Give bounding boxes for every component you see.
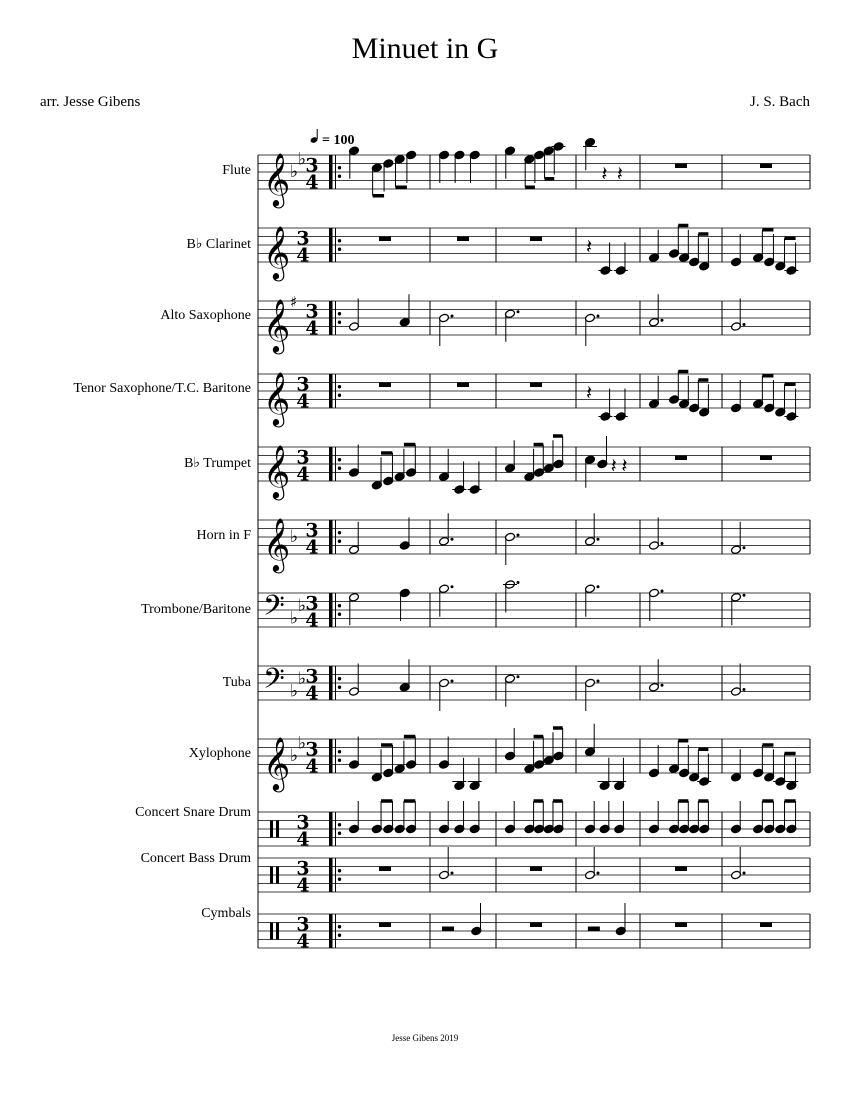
staff-7 (258, 663, 810, 705)
percussion-clef-icon (270, 821, 273, 838)
dot (451, 315, 454, 318)
flat-icon: ♭ (290, 162, 299, 182)
quarter-rest-icon: 𝄽 (610, 453, 617, 478)
quarter-rest-icon: 𝄽 (586, 380, 593, 405)
time-sig-denominator: 4 (296, 244, 310, 267)
repeat-thick-bar (329, 666, 333, 700)
repeat-thick-bar (329, 739, 333, 773)
time-sig-denominator: 4 (305, 536, 319, 559)
repeat-dot (338, 613, 341, 616)
repeat-dot (338, 604, 341, 607)
time-sig-numerator: 3 (296, 446, 310, 469)
instrument-label-clarinet: B♭ Clarinet (186, 237, 251, 252)
instrument-label-snare: Concert Snare Drum (135, 805, 251, 820)
whole-rest-icon (760, 164, 772, 169)
staff-10 (258, 858, 810, 897)
instrument-label-trombone: Trombone/Baritone (141, 602, 251, 617)
footer-copyright: Jesse Gibens 2019 (391, 1033, 459, 1043)
bass-clef-icon: 𝄢 (263, 662, 285, 703)
treble-clef-icon: 𝄞 (263, 225, 291, 279)
dot (597, 585, 600, 588)
time-sig-denominator: 4 (305, 609, 319, 632)
dot (451, 585, 454, 588)
quarter-rest-icon: 𝄽 (621, 453, 628, 478)
treble-clef-icon: 𝄞 (263, 444, 291, 498)
dot (743, 546, 746, 549)
repeat-dot (338, 878, 341, 881)
dot (743, 323, 746, 326)
half-rest-icon (588, 927, 600, 932)
time-sig-numerator: 3 (305, 738, 319, 761)
dot (517, 310, 520, 313)
whole-rest-icon (675, 867, 687, 872)
flat-icon: ♭ (298, 149, 307, 170)
whole-rest-icon (675, 456, 687, 461)
dot (661, 319, 664, 322)
sharp-icon: ♯ (290, 293, 298, 311)
repeat-dot (338, 823, 341, 826)
flat-icon: ♭ (290, 746, 299, 766)
repeat-thick-bar (329, 447, 333, 481)
repeat-thick-bar (329, 520, 333, 554)
staff-2 (258, 293, 810, 354)
flat-icon: ♭ (290, 681, 299, 702)
flat-icon: ♭ (290, 608, 299, 629)
whole-rest-icon (379, 923, 391, 928)
arranger-credit: arr. Jesse Gibens (40, 94, 141, 110)
dot (661, 542, 664, 545)
flat-icon: ♭ (290, 527, 299, 547)
repeat-thick-bar (329, 593, 333, 627)
instrument-label-xylophone: Xylophone (188, 746, 251, 761)
instrument-label-flute: Flute (222, 163, 251, 178)
bass-clef-icon: 𝄢 (263, 589, 285, 630)
dot (517, 581, 520, 584)
repeat-dot (338, 239, 341, 242)
staff-1 (258, 225, 810, 281)
whole-rest-icon (530, 867, 542, 872)
repeat-dot (338, 750, 341, 753)
dot (597, 680, 600, 683)
repeat-thick-bar (329, 914, 333, 948)
quarter-rest-icon: 𝄽 (616, 161, 623, 186)
repeat-dot (338, 175, 341, 178)
time-sig-numerator: 3 (296, 913, 310, 936)
treble-clef-icon: 𝄞 (263, 736, 291, 790)
repeat-thick-bar (329, 155, 333, 189)
whole-rest-icon (379, 237, 391, 242)
repeat-dot (338, 467, 341, 470)
flat-icon: ♭ (298, 595, 307, 616)
treble-clef-icon: 𝄞 (263, 517, 291, 571)
quarter-rest-icon: 𝄽 (601, 161, 608, 186)
percussion-clef-icon (270, 867, 273, 884)
dot (451, 680, 454, 683)
instrument-label-horn: Horn in F (196, 528, 251, 543)
repeat-thick-bar (329, 228, 333, 262)
dot (451, 538, 454, 541)
treble-clef-icon: 𝄞 (263, 298, 291, 352)
half-rest-icon (442, 927, 454, 932)
dot (451, 872, 454, 875)
whole-rest-icon (530, 383, 542, 388)
whole-rest-icon (379, 867, 391, 872)
whole-rest-icon (530, 923, 542, 928)
percussion-clef-icon (276, 923, 279, 940)
dot (597, 872, 600, 875)
time-sig-numerator: 3 (305, 592, 319, 615)
time-sig-numerator: 3 (305, 154, 319, 177)
repeat-dot (338, 394, 341, 397)
time-sig-numerator: 3 (305, 519, 319, 542)
percussion-clef-icon (270, 923, 273, 940)
whole-rest-icon (530, 237, 542, 242)
time-sig-denominator: 4 (296, 828, 310, 851)
repeat-thick-bar (329, 812, 333, 846)
instrument-label-trumpet: B♭ Trumpet (184, 456, 251, 471)
repeat-dot (338, 869, 341, 872)
staff-11 (258, 914, 810, 953)
dot (517, 534, 520, 537)
instrument-label-alto-sax: Alto Saxophone (160, 308, 251, 323)
time-sig-numerator: 3 (296, 857, 310, 880)
repeat-dot (338, 759, 341, 762)
dot (743, 872, 746, 875)
repeat-dot (338, 458, 341, 461)
repeat-dot (338, 166, 341, 169)
quarter-rest-icon: 𝄽 (586, 234, 593, 259)
repeat-dot (338, 677, 341, 680)
time-sig-numerator: 3 (305, 300, 319, 323)
repeat-dot (338, 321, 341, 324)
whole-rest-icon (457, 383, 469, 388)
instrument-label-tenor-sax: Tenor Saxophone/T.C. Baritone (73, 381, 251, 396)
staves-layer (258, 149, 810, 952)
repeat-dot (338, 540, 341, 543)
repeat-dot (338, 312, 341, 315)
repeat-thick-bar (329, 374, 333, 408)
time-sig-denominator: 4 (296, 390, 310, 413)
score-title: Minuet in G (351, 32, 499, 65)
instrument-label-cymbals: Cymbals (201, 906, 251, 921)
composer-credit: J. S. Bach (750, 94, 810, 110)
whole-rest-icon (760, 456, 772, 461)
dot (743, 688, 746, 691)
dot (661, 590, 664, 593)
repeat-thick-bar (329, 301, 333, 335)
repeat-dot (338, 531, 341, 534)
repeat-dot (338, 248, 341, 251)
time-sig-denominator: 4 (305, 171, 319, 194)
instrument-label-bass-drum: Concert Bass Drum (140, 851, 251, 866)
repeat-dot (338, 385, 341, 388)
time-sig-denominator: 4 (296, 874, 310, 897)
tempo-text: = 100 (322, 133, 355, 148)
repeat-dot (338, 832, 341, 835)
whole-rest-icon (760, 923, 772, 928)
staff-3 (258, 371, 810, 427)
flat-icon: ♭ (298, 733, 307, 754)
staff-5 (258, 517, 810, 573)
whole-rest-icon (675, 923, 687, 928)
dot (597, 538, 600, 541)
treble-clef-icon: 𝄞 (263, 371, 291, 425)
whole-rest-icon (379, 383, 391, 388)
tempo-marking (310, 129, 355, 148)
repeat-dot (338, 934, 341, 937)
time-sig-numerator: 3 (296, 227, 310, 250)
time-sig-numerator: 3 (305, 665, 319, 688)
dot (517, 675, 520, 678)
time-sig-numerator: 3 (296, 373, 310, 396)
dot (597, 315, 600, 318)
repeat-thick-bar (329, 858, 333, 892)
dot (661, 684, 664, 687)
time-sig-denominator: 4 (305, 755, 319, 778)
time-sig-denominator: 4 (296, 930, 310, 953)
time-sig-denominator: 4 (305, 317, 319, 340)
time-sig-numerator: 3 (296, 811, 310, 834)
instrument-label-tuba: Tuba (222, 675, 251, 690)
treble-clef-icon: 𝄞 (263, 152, 291, 206)
repeat-dot (338, 925, 341, 928)
repeat-dot (338, 686, 341, 689)
whole-rest-icon (675, 164, 687, 169)
whole-rest-icon (457, 237, 469, 242)
time-sig-denominator: 4 (305, 682, 319, 705)
staff-6 (258, 590, 810, 632)
percussion-clef-icon (276, 821, 279, 838)
percussion-clef-icon (276, 867, 279, 884)
time-sig-denominator: 4 (296, 463, 310, 486)
flat-icon: ♭ (298, 668, 307, 689)
dot (743, 594, 746, 597)
